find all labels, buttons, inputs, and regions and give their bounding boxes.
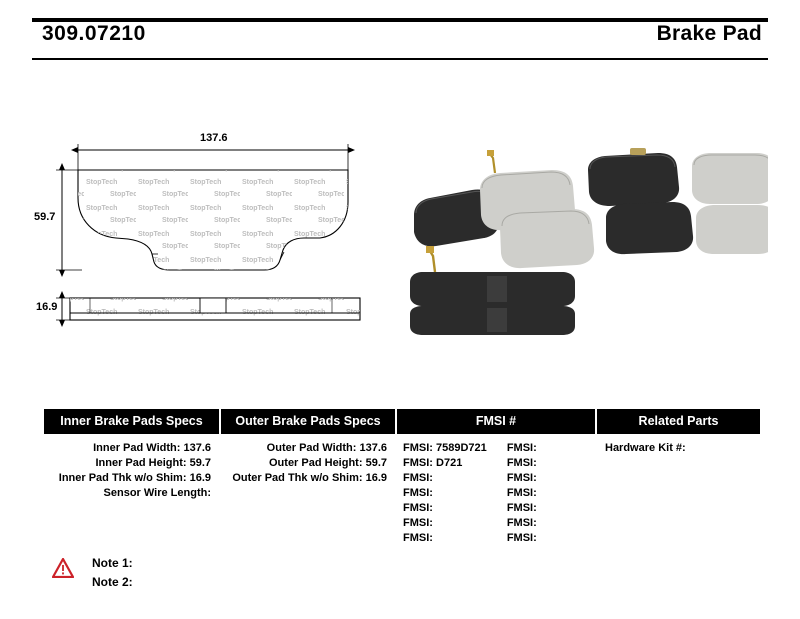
fmsi-right xyxy=(497,456,595,471)
outer-pad-width-label: Outer Pad Width: xyxy=(266,442,357,454)
header-related-parts: Related Parts xyxy=(596,409,760,434)
inner-pad-thickness-value: 16.9 xyxy=(189,472,211,484)
fmsi-value: 7589D721 xyxy=(436,442,487,454)
inner-pad-height-label: Inner Pad Height: xyxy=(95,457,187,469)
header-bottom-rule xyxy=(32,58,768,60)
inner-spec-row xyxy=(45,471,219,486)
fmsi-label: FMSI: xyxy=(506,487,537,499)
inner-pad-width-value: 137.6 xyxy=(183,442,211,454)
fmsi-row xyxy=(397,516,595,531)
warning-triangle-icon xyxy=(52,558,74,578)
page-title: Brake Pad xyxy=(656,22,762,45)
inner-spec-row xyxy=(45,456,219,471)
fmsi-row xyxy=(397,471,595,486)
fmsi-row xyxy=(397,441,595,456)
page-header xyxy=(32,18,768,60)
fmsi-cell xyxy=(396,434,596,547)
fmsi-label: FMSI: xyxy=(403,487,433,499)
fmsi-right xyxy=(497,441,595,456)
fmsi-label: FMSI: xyxy=(506,457,537,469)
fmsi-left xyxy=(397,531,497,546)
inner-spec-row xyxy=(45,441,219,456)
header-outer-specs: Outer Brake Pads Specs xyxy=(220,409,396,434)
outer-spec-row xyxy=(221,441,395,456)
inner-pad-thickness-label: Inner Pad Thk w/o Shim: xyxy=(58,472,187,484)
fmsi-label: FMSI: xyxy=(506,502,537,514)
fmsi-row xyxy=(397,456,595,471)
fmsi-left xyxy=(397,501,497,516)
specs-table-header-row xyxy=(44,409,760,434)
fmsi-right xyxy=(497,486,595,501)
header-fmsi: FMSI # xyxy=(396,409,596,434)
fmsi-label: FMSI: xyxy=(403,502,433,514)
hardware-kit-label: Hardware Kit #: xyxy=(605,442,686,454)
fmsi-left xyxy=(397,486,497,501)
outer-pad-height-label: Outer Pad Height: xyxy=(269,457,363,469)
note-lines xyxy=(92,554,133,592)
fmsi-label: FMSI: xyxy=(506,517,537,529)
specs-table-body-row xyxy=(44,434,760,547)
related-parts-row xyxy=(597,441,759,456)
outer-spec-row xyxy=(221,456,395,471)
fmsi-label: FMSI: xyxy=(403,457,433,469)
fmsi-row xyxy=(397,531,595,546)
fmsi-label: FMSI: xyxy=(403,532,433,544)
fmsi-label: FMSI: xyxy=(403,442,433,454)
inner-spec-row xyxy=(45,486,219,501)
dimension-thickness-label: 16.9 xyxy=(36,301,58,313)
fmsi-left xyxy=(397,471,497,486)
note-1: Note 1: xyxy=(92,556,133,570)
fmsi-label: FMSI: xyxy=(506,472,537,484)
fmsi-value: D721 xyxy=(436,457,463,469)
dimension-height-label: 59.7 xyxy=(34,211,56,223)
fmsi-right xyxy=(497,471,595,486)
header-inner-specs: Inner Brake Pads Specs xyxy=(44,409,220,434)
fmsi-left xyxy=(397,516,497,531)
fmsi-right xyxy=(497,501,595,516)
outer-pad-thickness-value: 16.9 xyxy=(365,472,387,484)
fmsi-row xyxy=(397,486,595,501)
sensor-wire-length-label: Sensor Wire Length: xyxy=(103,487,211,499)
fmsi-right xyxy=(497,516,595,531)
fmsi-row xyxy=(397,501,595,516)
inner-pad-height-value: 59.7 xyxy=(189,457,211,469)
part-number: 309.07210 xyxy=(42,22,146,45)
technical-drawing xyxy=(32,70,768,380)
drawing-area xyxy=(32,70,768,380)
outer-spec-row xyxy=(221,471,395,486)
fmsi-label: FMSI: xyxy=(403,472,433,484)
specs-table xyxy=(44,409,760,547)
outer-pad-height-value: 59.7 xyxy=(365,457,387,469)
fmsi-label: FMSI: xyxy=(403,517,433,529)
fmsi-right xyxy=(497,531,595,546)
inner-specs-cell xyxy=(44,434,220,547)
outer-pad-thickness-label: Outer Pad Thk w/o Shim: xyxy=(232,472,363,484)
dimension-width-label: 137.6 xyxy=(200,132,228,144)
outer-pad-width-value: 137.6 xyxy=(359,442,387,454)
related-parts-cell xyxy=(596,434,760,547)
specs-section xyxy=(44,409,760,547)
fmsi-label: FMSI: xyxy=(506,532,537,544)
note-2: Note 2: xyxy=(92,575,133,589)
outer-specs-cell xyxy=(220,434,396,547)
fmsi-left xyxy=(397,441,497,456)
fmsi-left xyxy=(397,456,497,471)
fmsi-label: FMSI: xyxy=(506,442,537,454)
inner-pad-width-label: Inner Pad Width: xyxy=(93,442,181,454)
